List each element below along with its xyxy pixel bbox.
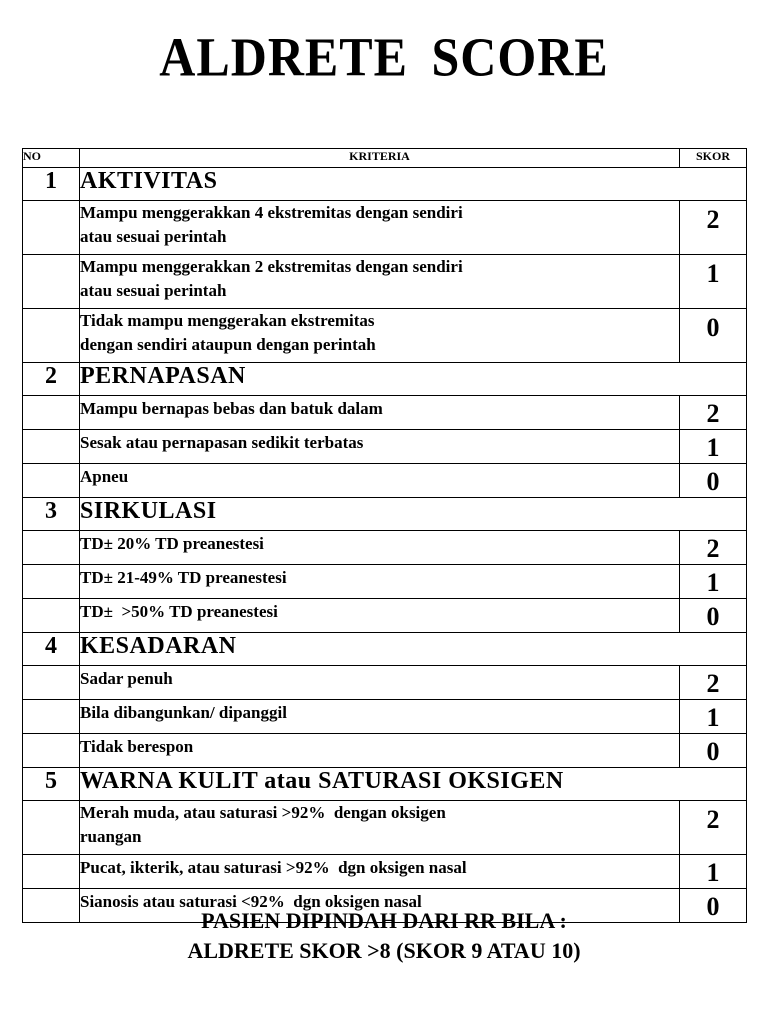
empty-number-cell — [23, 531, 80, 565]
criteria-text — [80, 464, 680, 498]
category-row — [23, 363, 747, 396]
aldrete-score-table — [22, 148, 747, 923]
score-value: 0 — [680, 889, 747, 923]
empty-number-cell — [23, 309, 80, 363]
criteria-text — [80, 396, 680, 430]
criteria-text-line: ruangan — [80, 827, 142, 846]
empty-number-cell — [23, 201, 80, 255]
criteria-text — [80, 255, 680, 309]
category-label: WARNA KULIT atau SATURASI OKSIGEN — [80, 768, 747, 801]
criteria-text-line: atau sesuai perintah — [80, 281, 227, 300]
criteria-text-line: Sianosis atau saturasi <92% dgn oksigen nasal — [80, 892, 422, 911]
score-value: 1 — [680, 700, 747, 734]
criteria-text-line: TD± >50% TD preanestesi — [80, 602, 278, 621]
criteria-row — [23, 855, 747, 889]
empty-number-cell — [23, 855, 80, 889]
transfer-criteria-line-1: PASIEN DIPINDAH DARI RR BILA : — [201, 908, 567, 933]
category-row — [23, 168, 747, 201]
criteria-text-line: Apneu — [80, 467, 129, 486]
category-number: 2 — [23, 363, 80, 396]
criteria-row — [23, 309, 747, 363]
score-value: 0 — [680, 309, 747, 363]
empty-number-cell — [23, 801, 80, 855]
criteria-row — [23, 801, 747, 855]
category-label: SIRKULASI — [80, 498, 747, 531]
empty-number-cell — [23, 666, 80, 700]
criteria-row — [23, 201, 747, 255]
table-body — [23, 168, 747, 923]
criteria-text — [80, 734, 680, 768]
score-value: 2 — [680, 666, 747, 700]
transfer-criteria-note — [0, 906, 768, 966]
criteria-row — [23, 700, 747, 734]
criteria-text — [80, 599, 680, 633]
criteria-text-line: Tidak berespon — [80, 737, 194, 756]
empty-number-cell — [23, 396, 80, 430]
criteria-text-line: TD± 21-49% TD preanestesi — [80, 568, 287, 587]
empty-number-cell — [23, 255, 80, 309]
empty-number-cell — [23, 700, 80, 734]
criteria-text — [80, 666, 680, 700]
category-number: 5 — [23, 768, 80, 801]
criteria-text-line: Sesak atau pernapasan sedikit terbatas — [80, 433, 364, 452]
criteria-text-line: Tidak mampu menggerakan ekstremitas — [80, 311, 375, 330]
criteria-text-line: TD± 20% TD preanestesi — [80, 534, 264, 553]
score-value: 2 — [680, 201, 747, 255]
category-label: PERNAPASAN — [80, 363, 747, 396]
criteria-text — [80, 531, 680, 565]
criteria-row — [23, 666, 747, 700]
score-value: 2 — [680, 531, 747, 565]
criteria-text — [80, 801, 680, 855]
criteria-row — [23, 255, 747, 309]
criteria-text — [80, 309, 680, 363]
category-row — [23, 498, 747, 531]
criteria-text-line: Bila dibangunkan/ dipanggil — [80, 703, 287, 722]
table-header-row — [23, 149, 747, 168]
criteria-row — [23, 464, 747, 498]
score-value: 1 — [680, 855, 747, 889]
score-value: 1 — [680, 255, 747, 309]
empty-number-cell — [23, 464, 80, 498]
criteria-text-line: Pucat, ikterik, atau saturasi >92% dgn oksigen nasal — [80, 858, 467, 877]
criteria-text — [80, 855, 680, 889]
category-row — [23, 768, 747, 801]
criteria-row — [23, 396, 747, 430]
empty-number-cell — [23, 565, 80, 599]
criteria-text-line: Merah muda, atau saturasi >92% dengan oksigen — [80, 803, 446, 822]
category-label: AKTIVITAS — [80, 168, 747, 201]
score-value: 1 — [680, 565, 747, 599]
page-title: ALDRETE SCORE — [159, 26, 609, 88]
category-label: KESADARAN — [80, 633, 747, 666]
header-score: SKOR — [680, 149, 747, 168]
criteria-text-line: Sadar penuh — [80, 669, 173, 688]
empty-number-cell — [23, 599, 80, 633]
category-number: 4 — [23, 633, 80, 666]
category-row — [23, 633, 747, 666]
score-value: 0 — [680, 599, 747, 633]
criteria-text-line: Mampu menggerakkan 4 ekstremitas dengan sendiri — [80, 203, 463, 222]
score-value: 0 — [680, 464, 747, 498]
transfer-criteria-line-2: ALDRETE SKOR >8 (SKOR 9 ATAU 10) — [187, 938, 581, 963]
criteria-text-line: Mampu menggerakkan 2 ekstremitas dengan sendiri — [80, 257, 463, 276]
criteria-row — [23, 734, 747, 768]
criteria-text-line: dengan sendiri ataupun dengan perintah — [80, 335, 376, 354]
score-value: 2 — [680, 396, 747, 430]
criteria-row — [23, 430, 747, 464]
empty-number-cell — [23, 734, 80, 768]
empty-number-cell — [23, 430, 80, 464]
criteria-text-line: atau sesuai perintah — [80, 227, 227, 246]
category-number: 3 — [23, 498, 80, 531]
score-value: 0 — [680, 734, 747, 768]
score-value: 1 — [680, 430, 747, 464]
score-value: 2 — [680, 801, 747, 855]
criteria-row — [23, 565, 747, 599]
criteria-text — [80, 430, 680, 464]
criteria-text — [80, 201, 680, 255]
category-number: 1 — [23, 168, 80, 201]
header-criteria: KRITERIA — [80, 149, 680, 168]
criteria-row — [23, 531, 747, 565]
criteria-text — [80, 700, 680, 734]
header-no: NO — [23, 149, 80, 168]
criteria-text — [80, 565, 680, 599]
criteria-text-line: Mampu bernapas bebas dan batuk dalam — [80, 399, 383, 418]
criteria-row — [23, 599, 747, 633]
